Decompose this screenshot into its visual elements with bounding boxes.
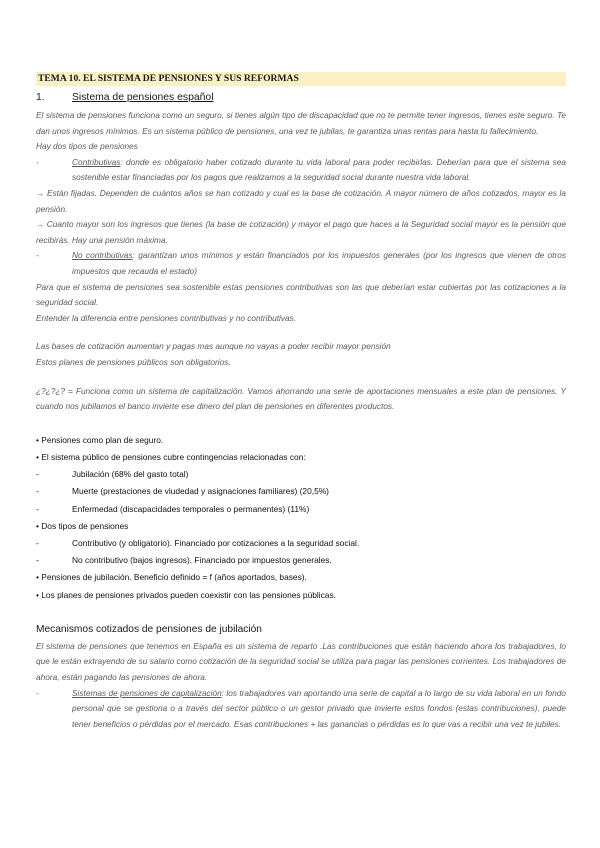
sub-item-muerte: Muerte (prestaciones de viudedad y asignaciones familiares) (20,5%) (72, 486, 329, 497)
document-title: TEMA 10. EL SISTEMA DE PENSIONES Y SUS REFORMAS (36, 72, 566, 86)
definition-contributivas: : donde es obligatorio haber cotizado durante tu vida laboral para poder recibirlas. Deberían para que el sistema sea sostenible estar financiadas por los pagos que realizamos a la seguridad social durante nuestra vida laboral. (72, 156, 566, 183)
paragraph-bases: Las bases de cotización aumentan y pagas mas aunque no vayas a poder recibir mayor pensión (36, 341, 391, 352)
term-capitalizacion: Sistemas de pensiones de capitalización (72, 687, 222, 698)
list-item (36, 501, 566, 518)
list-item (36, 483, 566, 500)
list-item: • Pensiones de jubilación. Beneficio definido = f (años aportados, bases). (36, 572, 307, 583)
section-title: Sistema de pensiones español (72, 92, 214, 103)
section-number: 1. (36, 92, 45, 103)
dash-marker: - (36, 156, 39, 167)
list-item: • El sistema público de pensiones cubre contingencias relacionadas con: (36, 451, 306, 462)
section-heading-1 (36, 92, 566, 106)
list-item-capitalizacion (36, 686, 566, 733)
paragraph-planes: Estos planes de pensiones públicos son obligatorios. (36, 356, 231, 367)
sub-item-enfermedad: Enfermedad (discapacidades temporales o permanentes) (11%) (72, 503, 310, 514)
dash-marker: - (36, 486, 39, 497)
summary-list (36, 432, 566, 604)
section-heading-2: Mecanismos cotizados de pensiones de jubilación (36, 623, 262, 635)
list-item-contributivas (36, 155, 566, 186)
document-page (36, 72, 566, 732)
definition-capitalizacion: : los trabajadores van aportando una serie de capital a lo largo de su vida laboral en un fondo personal que se gestiona o a través del sector público o un gestor privado que invierte estos fondos (estas contribuciones), puede tener beneficios o pérdidas por el mercado. Esas contribuciones + las ganancias o pérdidas es lo que vas a recibir una vez te jubiles. (72, 687, 566, 729)
dash-marker: - (36, 537, 39, 548)
list-item (36, 535, 566, 552)
list-item (36, 466, 566, 483)
dash-marker: - (36, 503, 39, 514)
paragraph-capitalizacion: ¿?¿?¿? = Funciona como un sistema de capitalización. Vamos ahorrando una serie de aportaciones mensuales a este plan de pensiones. Y cuando nos jubilamos el banco invierte ese dinero del plan de pensiones en diferentes productos. (36, 385, 566, 412)
list-item: • Pensiones como plan de seguro. (36, 434, 164, 445)
paragraph-arrow-2: → Cuanto mayor son los ingresos que tienes (la base de cotización) y mayor el pago que haces a la Seguridad social mayor es la pensión que recibirás. Hay una pensión máxima. (36, 219, 566, 245)
dash-marker: - (36, 687, 39, 698)
term-contributivas: Contributivas (72, 156, 121, 167)
sub-item-no-contributivo: No contributivo (bajos ingresos). Financiado por impuestos generales. (72, 555, 332, 566)
paragraph-types-intro: Hay dos tipos de pensiones (36, 141, 138, 152)
paragraph-intro: El sistema de pensiones funciona como un seguro, si tienes algún tipo de discapacidad que no te permite tener ingresos, tienes este seguro. Te dan unos ingresos mínimos. Es un sistema público de pensiones, una vez te jubilas, te garantiza unas rentas para hasta tu fallecimiento. (36, 110, 566, 136)
sub-item-jubilacion: Jubilación (68% del gasto total) (72, 469, 189, 480)
paragraph-sostenible: Para que el sistema de pensiones sea sostenible estas pensiones contributivas son las que deberían estar cubiertas por las cotizaciones a la seguridad social. (36, 281, 566, 308)
list-item-no-contributivas (36, 248, 566, 279)
dash-marker: - (36, 469, 39, 480)
paragraph-entender: Entender la diferencia entre pensiones contributivas y no contributivas. (36, 312, 297, 323)
list-item: • Los planes de pensiones privados pueden coexistir con las pensiones públicas. (36, 589, 336, 600)
paragraph-arrow-1: → Están fijadas. Dependen de cuántos años se han cotizado y cual es la base de cotización. A mayor número de años cotizados, mayor es la pensión. (36, 187, 566, 214)
list-item: • Dos tipos de pensiones (36, 520, 129, 531)
dash-marker: - (36, 555, 39, 566)
paragraph-reparto: El sistema de pensiones que tenemos en España es un sistema de reparto .Las contribuciones que están haciendo ahora los trabajadores, lo que le están extrayendo de su salario como cotización de la seguridad social se utiliza para pagar las pensiones corrientes. Los trabajadores de ahora, están pagando las pensiones de ahora. (36, 640, 566, 682)
sub-item-contributivo: Contributivo (y obligatorio). Financiado por cotizaciones a la seguridad social. (72, 537, 360, 548)
definition-no-contributivas: : garantizan unos mínimos y están financiados por los impuestos generales (por los ingresos que vienen de otros impuestos que recauda el estado) (72, 250, 566, 276)
list-item (36, 552, 566, 569)
dash-marker: - (36, 250, 39, 261)
term-no-contributivas: No contributivas (72, 250, 133, 261)
